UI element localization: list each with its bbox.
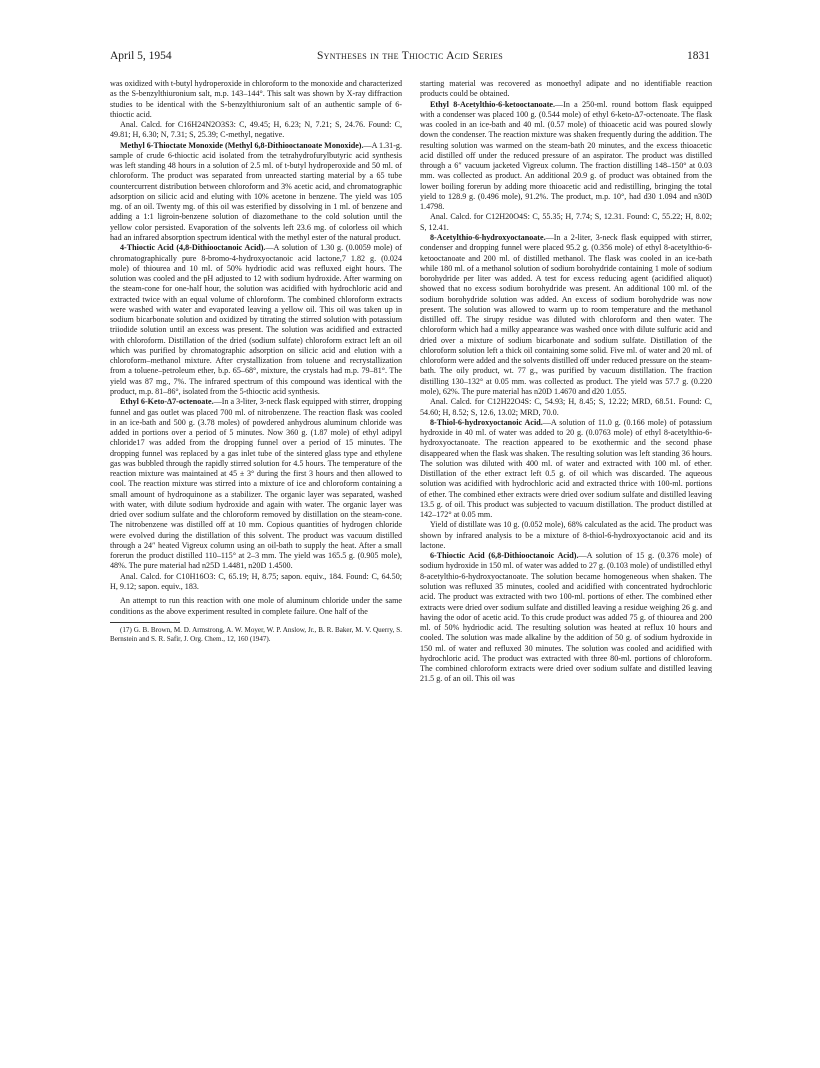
analysis-paragraph: Anal. Calcd. for C12H20O4S: C, 55.35; H, 7.74; S, 12.31. Found: C, 55.22; H, 8.02; S, 12.41.	[420, 212, 712, 232]
paragraph: was oxidized with t-butyl hydroperoxide in chloroform to the monoxide and characterized as the S-benzylthiuronium salt, m.p. 143–144°. This salt was shown by X-ray diffraction studies to be identical with the S-benzylthiuronium salt of an authentic sample of 6-thioctic acid.	[110, 79, 402, 119]
section-title: 6-Thioctic Acid (6,8-Dithiooctanoic Acid).	[430, 551, 579, 561]
left-column	[110, 79, 402, 644]
section-title: 8-Thiol-6-hydroxyoctanoic Acid.	[430, 417, 543, 427]
paragraph: Methyl 6-Thioctate Monoxide (Methyl 6,8-Dithiooctanoate Monoxide).—A 1.31-g. sample of crude 6-thioctic acid isolated from the tetrahydrofurylbutyric acid synthesis was left standing 48 hours in a solution of 2.5 ml. of t-butyl hydroperoxide and 50 ml. of chloroform. The product was separated from unreacted starting material by a 65 tube countercurrent distribution between chloroform and 3% acetic acid, and chromatographic adsorption on silicic acid and eluting with 10% acetone in benzene. The yield was 105 mg. of an oil. Twenty mg. of this oil was esterified by dissolving in 1 ml. of benzene and adding a 1:1 ligroin-benzene solution of diazomethane to the cold solution until the yellow color persisted. Evaporation of the solvents left 23.6 mg. of colorless oil which had an infrared absorption spectrum identical with the methyl ester of the natural product.	[110, 140, 402, 242]
page-number: 1831	[687, 50, 710, 62]
section-title: Methyl 6-Thioctate Monoxide (Methyl 6,8-Dithiooctanoate Monoxide).	[120, 140, 364, 150]
running-title: Syntheses in the Thioctic Acid Series	[316, 50, 504, 62]
paragraph: 8-Acetylthio-6-hydroxyoctanoate.—In a 2-liter, 3-neck flask equipped with stirrer, condenser and dropping funnel were placed 95.2 g. (0.356 mole) of ethyl 8-acetylthio-6-ketooctanoate and 200 ml. of distilled methanol. The flask was cooled in an ice-bath while 180 ml. of a methanol solution of sodium borohydride containing 1 mole of sodium borohydride per liter was added. A test for excess reducing agent (acidified aliquot) showed that no excess sodium borohydride was present. An additional 100 ml. of the sodium borohydride solution was added. An excess of sodium borohydride was now present. The solution was allowed to warm up to room temperature and the methanol distilled off. The sirupy residue was diluted with chloroform and then water. The chloroform which had a milky appearance was washed once with dilute sulfuric acid and dried over a mixture of sodium bicarbonate and sodium sulfate. Distillation of the chloroform solution left a thick oil containing some solid. Five ml. of water and 20 ml. of chloroform were added and the solvents distilled off under reduced pressure on the steam-bath. The oily product, wt. 77 g., was purified by vacuum distillation. The fraction distilling 130–132° at 0.05 mm. was collected as product. The yield was 57.7 g. (0.220 mole), 62%. The pure material has n20D 1.4670 and d20 1.055.	[420, 232, 712, 396]
page-header	[110, 50, 710, 66]
paragraph: Ethyl 8-Acetylthio-6-ketooctanoate.—In a 250-ml. round bottom flask equipped with a condenser was placed 100 g. (0.544 mole) of ethyl 6-keto-Δ7-octenoate. The flask was cooled in an ice-bath and 40 ml. (0.57 mole) of thioacetic acid was poured slowly down the condenser. The reaction mixture was shaken frequently during the addition. The resulting solution was warmed on the steam-bath 20 minutes, and the excess thioacetic acid distilled off under the reduced pressure of an aspirator. The product was distilled through a 6″ vacuum jacketed Vigreux column. The fraction distilling 148–150° at 0.03 mm. was collected as product. An additional 20.9 g. of product was obtained from the lower boiling forerun by adding more thioacetic acid and redistilling, bringing the total yield to 128.9 g. (0.496 mole), 91.2%. The product, m.p. 10°, had d30 1.094 and n30D 1.4798.	[420, 99, 712, 212]
footnote: (17) G. B. Brown, M. D. Armstrong, A. W. Moyer, W. P. Anslow, Jr., B. R. Baker, M. V. Querry, S. Bernstein and S. R. Safir, J. Org. Chem., 12, 160 (1947).	[110, 625, 402, 643]
paragraph: Ethyl 6-Keto-Δ7-octenoate.—In a 3-liter, 3-neck flask equipped with stirrer, dropping funnel and gas outlet was placed 700 ml. of nitrobenzene. The reaction flask was cooled in an ice-bath and 500 g. (3.78 moles) of powdered anhydrous aluminum chloride was added in portions over a period of 5 minutes. Now 360 g. (1.87 mole) of ethyl adipyl chloride17 was added from the dropping funnel over a period of 15 minutes. The dropping funnel was replaced by a gas inlet tube of the sintered glass type and ethylene gas was bubbled through the rapidly stirred solution for 4.5 hours. The temperature of the reaction mixture was maintained at 45 ± 3° during the first 3 hours and then allowed to cool. The reaction mixture was stirred into a mixture of ice and chloroform containing a small amount of hydroquinone as a stabilizer. The organic layer was separated, washed with water, with dilute sodium hydroxide and again with water. The organic layer was dried over sodium sulfate and the chloroform removed by distillation on the steam-cone. The nitrobenzene was distilled off at 10 mm. Copious quantities of hydrogen chloride were evolved during the distillation of this solvent. The product was vacuum distilled through a 24″ heated Vigreux column using an oil-bath to supply the heat. After a small forerun the product distilled 110–115° at 2–3 mm. The yield was 165.5 g. (0.905 mole), 48%. The pure material had n25D 1.4481, n20D 1.4500.	[110, 397, 402, 571]
section-title: Ethyl 6-Keto-Δ7-octenoate.	[120, 397, 214, 407]
paragraph: starting material was recovered as monoethyl adipate and no identifiable reaction products could be obtained.	[420, 79, 712, 99]
paragraph: Yield of distillate was 10 g. (0.052 mole), 68% calculated as the acid. The product was shown by infrared analysis to be a mixture of 8-thiol-6-hydroxyoctanoic acid and its lactone.	[420, 520, 712, 550]
section-title: Ethyl 8-Acetylthio-6-ketooctanoate.	[430, 99, 556, 109]
section-title: 8-Acetylthio-6-hydroxyoctanoate.	[430, 232, 546, 242]
footnote-rule	[110, 622, 180, 623]
paragraph: 6-Thioctic Acid (6,8-Dithiooctanoic Acid).—A solution of 15 g. (0.376 mole) of sodium hydroxide in 150 ml. of water was added to 27 g. (0.103 mole) of undistilled ethyl 8-acetylthio-6-hydroxyoctanoate. The solution became homogeneous when shaken. The solution was refluxed 35 minutes, cooled and acidified with concentrated hydrochloric acid. The product was extracted with two 100-ml. portions of ether. The combined ether extracts were dried over sodium sulfate and distilled leaving a residue weighing 26 g. and having the odor of acetic acid. To this crude product was added 75 g. of thiourea and 200 ml. of 50% hydriodic acid. The resulting solution was heated at reflux 10 hours and cooled. The solution was made alkaline by the addition of 50 g. of sodium hydroxide in 150 ml. of water and refluxed 30 minutes. The solution was cooled and acidified with hydrochloric acid. The product was extracted with three 80-ml. portions of chloroform. The combined chloroform extracts were dried over sodium sulfate and distilled leaving 21.5 g. of an oil. This oil was	[420, 551, 713, 684]
section-title: 4-Thioctic Acid (4,8-Dithiooctanoic Acid).	[120, 243, 266, 253]
right-column	[420, 79, 712, 685]
paragraph: 4-Thioctic Acid (4,8-Dithiooctanoic Acid).—A solution of 1.30 g. (0.0059 mole) of chromatographically pure 8-bromo-4-hydroxyoctanoic acid lactone,7 1.82 g. (0.024 mole) of thiourea and 10 ml. of 50% hydriodic acid was refluxed eight hours. The solution was cooled and the pH adjusted to 12 with sodium hydroxide. After warming on the steam-cone for one-half hour, the solution was acidified with hydrochloric acid and extracted twice with an equal volume of chloroform. The combined chloroform extracts were washed with water and evaporated leaving a yellow oil. This oil was taken up in sodium bicarbonate solution and oxidized by titrating the stirred solution with potassium triiodide solution until an excess was present. The solution was acidified and extracted with chloroform. Distillation of the dried (sodium sulfate) chloroform extract left an oil which was purified by chromatographic adsorption on silicic acid and elution with a chloroform–methanol mixture. After crystallization from toluene and recrystallization from a toluene–petroleum ether, b.p. 65–68°, mixture, the crystals had m.p. 79–81°. The yield was 87 mg., 7%. The infrared spectrum of this compound was identical with the product, m.p. 81–86°, isolated from the 5-thioctic acid synthesis.	[110, 243, 402, 396]
header-date: April 5, 1954	[110, 50, 172, 62]
analysis-paragraph: Anal. Calcd. for C10H16O3: C, 65.19; H, 8.75; sapon. equiv., 184. Found: C, 64.50; H, 9.12; sapon. equiv., 183.	[110, 571, 402, 592]
paragraph: An attempt to run this reaction with one mole of aluminum chloride under the same conditions as the above experiment resulted in complete failure. One half of the	[110, 596, 402, 616]
paragraph: 8-Thiol-6-hydroxyoctanoic Acid.—A solution of 11.0 g. (0.166 mole) of potassium hydroxide in 40 ml. of water was added to 20 g. (0.0763 mole) of ethyl 8-acetylthio-6-hydroxyoctanoate. The reaction appeared to be exothermic and the second phase disappeared when the flask was shaken. The resulting solution was left standing 36 hours. The solution was diluted with 400 ml. of water and extracted with 100 ml. of ether. Distillation of the ether extract left 0.5 g. of oil which was discarded. The aqueous solution was acidified with hydrochloric acid and extracted thrice with 100-ml. portions of ether. The combined ether extracts were dried over sodium sulfate and distilled leaving 13.5 g. of oil. This product was subjected to vacuum distillation. The product distilled at 142–172° at 0.05 mm.	[420, 417, 712, 520]
analysis-paragraph: Anal. Calcd. for C12H22O4S: C, 54.93; H, 8.45; S, 12.22; MRD, 68.51. Found: C, 54.60; H, 8.52; S, 12.6, 13.02; MRD, 70.0.	[420, 397, 712, 417]
analysis-paragraph: Anal. Calcd. for C16H24N2O3S3: C, 49.45; H, 6.23; N, 7.21; S, 24.76. Found: C, 49.81; H, 6.30; N, 7.31; S, 25.39; C-methyl, negative.	[110, 120, 402, 140]
